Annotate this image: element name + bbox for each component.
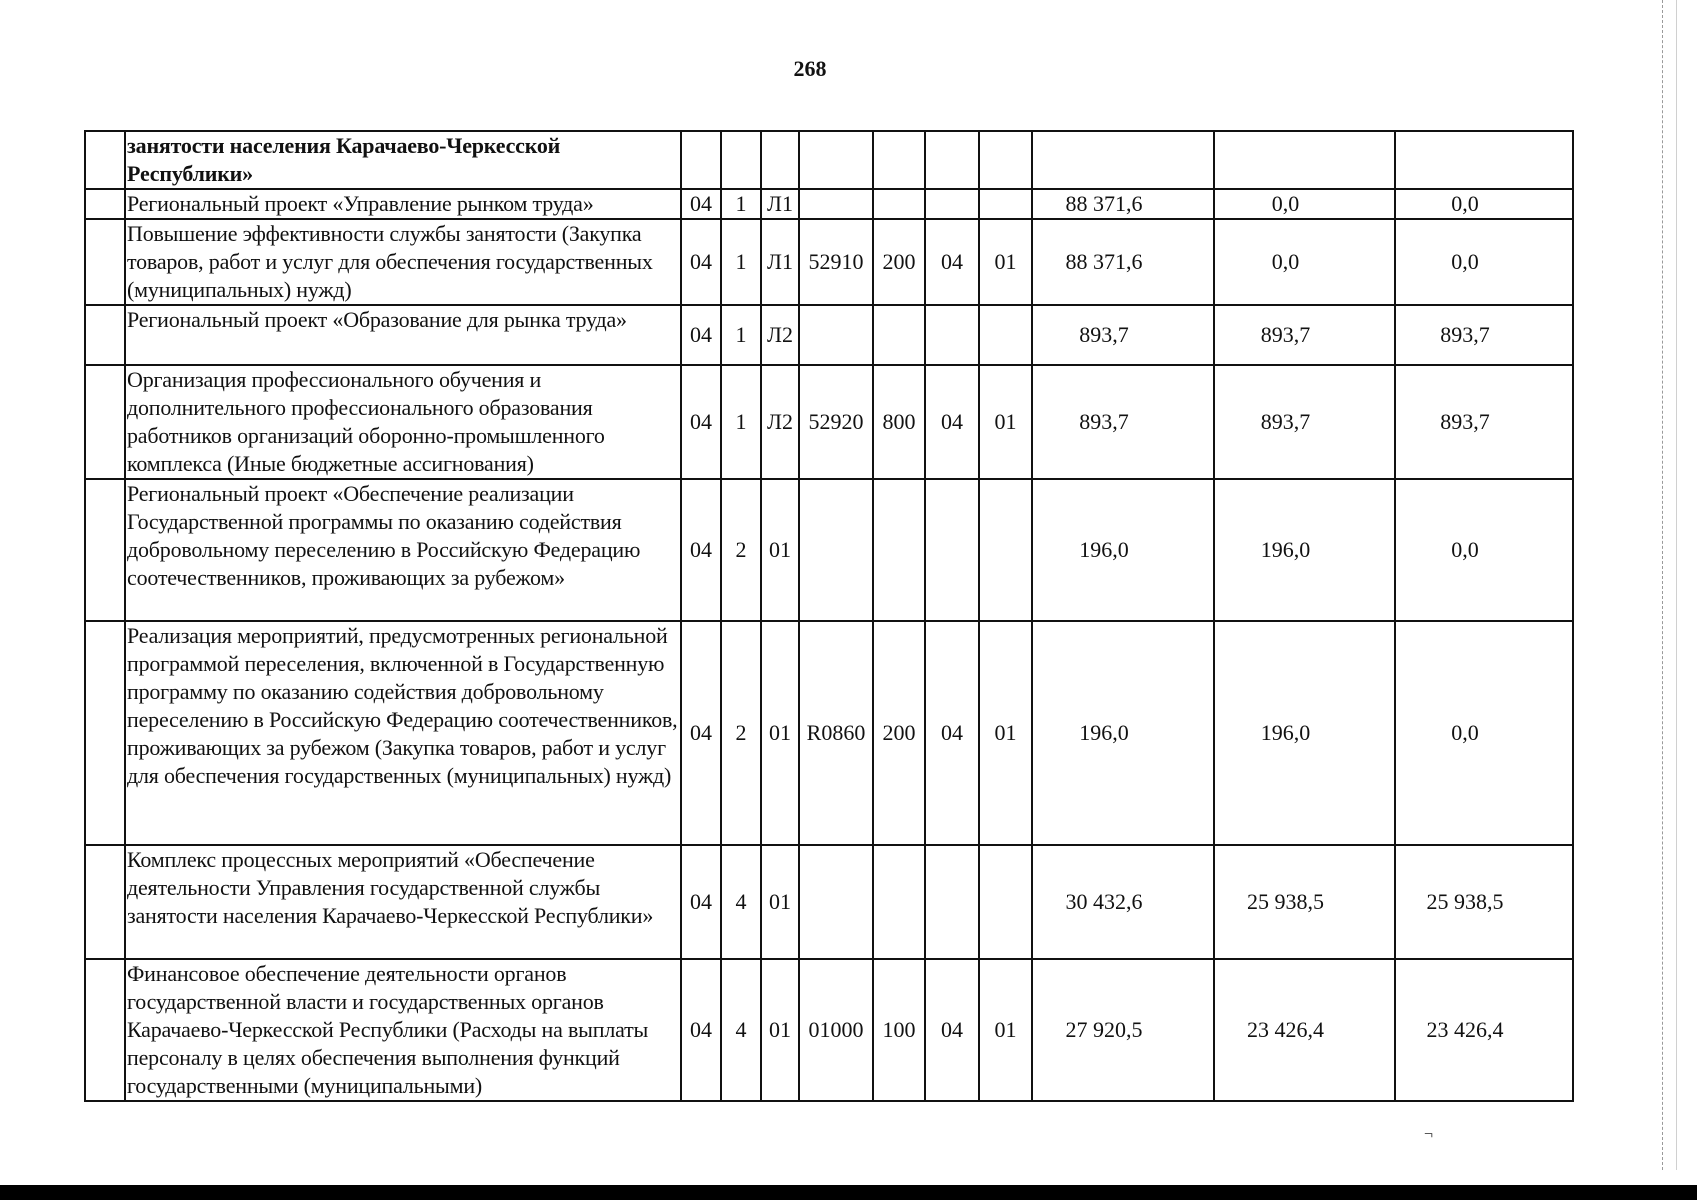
code-subprogram: 4 (721, 959, 761, 1101)
amount-year-3: 0,0 (1395, 219, 1573, 305)
code-section: 04 (681, 959, 721, 1101)
code-expense-type: 200 (873, 621, 925, 845)
code-division: 04 (925, 959, 979, 1101)
amount-year-1: 893,7 (1032, 305, 1214, 365)
code-expense-type: 100 (873, 959, 925, 1101)
amount-year-3: 23 426,4 (1395, 959, 1573, 1101)
scan-edge-line (1662, 0, 1663, 1170)
empty-cell (85, 845, 125, 959)
table-row (85, 305, 1573, 365)
code-subdivision: 01 (979, 959, 1032, 1101)
amount-year-3: 0,0 (1395, 189, 1573, 219)
code-expense-type (873, 131, 925, 189)
row-name: Реализация мероприятий, предусмотренных региональной программой переселения, включенной в Государственную программу по оказанию содействия добровольному переселению в Российскую Федерацию соотечественников, проживающих за рубежом (Закупка товаров, работ и услуг для обеспечения государственных (муниципальных) нужд) (125, 621, 681, 845)
empty-cell (85, 479, 125, 621)
code-project: 01 (761, 845, 799, 959)
amount-year-3: 0,0 (1395, 479, 1573, 621)
code-subprogram: 1 (721, 305, 761, 365)
budget-table (84, 130, 1574, 1102)
row-name: Региональный проект «Управление рынком труда» (125, 189, 681, 219)
code-subdivision (979, 189, 1032, 219)
row-name: Повышение эффективности службы занятости (Закупка товаров, работ и услуг для обеспечения государственных (муниципальных) нужд) (125, 219, 681, 305)
table-row (85, 189, 1573, 219)
empty-cell (85, 131, 125, 189)
row-name: Региональный проект «Образование для рынка труда» (125, 305, 681, 365)
empty-cell (85, 219, 125, 305)
code-section: 04 (681, 479, 721, 621)
empty-cell (85, 305, 125, 365)
code-project: Л1 (761, 219, 799, 305)
code-expense-type (873, 189, 925, 219)
code-section: 04 (681, 305, 721, 365)
amount-year-2: 893,7 (1214, 365, 1395, 479)
code-section: 04 (681, 219, 721, 305)
code-subdivision (979, 845, 1032, 959)
amount-year-2: 196,0 (1214, 479, 1395, 621)
code-expense-type (873, 845, 925, 959)
code-expense-type: 200 (873, 219, 925, 305)
code-division: 04 (925, 365, 979, 479)
code-subprogram: 2 (721, 479, 761, 621)
empty-cell (85, 365, 125, 479)
code-subdivision: 01 (979, 219, 1032, 305)
amount-year-2: 196,0 (1214, 621, 1395, 845)
code-section (681, 131, 721, 189)
scan-bottom-edge (0, 1185, 1697, 1200)
code-subdivision (979, 479, 1032, 621)
table-row (85, 131, 1573, 189)
amount-year-1 (1032, 131, 1214, 189)
code-direction (799, 189, 873, 219)
code-subprogram: 1 (721, 189, 761, 219)
code-expense-type (873, 479, 925, 621)
code-division (925, 479, 979, 621)
code-subprogram: 1 (721, 219, 761, 305)
amount-year-1: 196,0 (1032, 621, 1214, 845)
code-section: 04 (681, 365, 721, 479)
code-subprogram: 4 (721, 845, 761, 959)
empty-cell (85, 621, 125, 845)
code-direction (799, 305, 873, 365)
code-section: 04 (681, 189, 721, 219)
code-division: 04 (925, 621, 979, 845)
amount-year-3: 25 938,5 (1395, 845, 1573, 959)
row-name: Организация профессионального обучения и дополнительного профессионального образования работников организаций оборонно-промышленного комплекса (Иные бюджетные ассигнования) (125, 365, 681, 479)
table-row (85, 959, 1573, 1101)
row-name: Региональный проект «Обеспечение реализации Государственной программы по оказанию содействия добровольному переселению в Российскую Федерацию соотечественников, проживающих за рубежом» (125, 479, 681, 621)
code-subdivision (979, 305, 1032, 365)
code-direction (799, 479, 873, 621)
code-division (925, 131, 979, 189)
code-subprogram: 1 (721, 365, 761, 479)
code-subdivision: 01 (979, 365, 1032, 479)
code-project: Л2 (761, 305, 799, 365)
code-direction: 01000 (799, 959, 873, 1101)
code-project: Л2 (761, 365, 799, 479)
amount-year-2: 0,0 (1214, 189, 1395, 219)
scan-artifact-mark: ¬ (1424, 1126, 1434, 1143)
code-division: 04 (925, 219, 979, 305)
amount-year-3: 0,0 (1395, 621, 1573, 845)
code-subprogram: 2 (721, 621, 761, 845)
code-division (925, 189, 979, 219)
code-subdivision: 01 (979, 621, 1032, 845)
amount-year-2: 23 426,4 (1214, 959, 1395, 1101)
code-division (925, 845, 979, 959)
code-division (925, 305, 979, 365)
table-row (85, 621, 1573, 845)
code-direction: 52910 (799, 219, 873, 305)
amount-year-2: 0,0 (1214, 219, 1395, 305)
row-name: Комплекс процессных мероприятий «Обеспечение деятельности Управления государственной службы занятости населения Карачаево-Черкесской Республики» (125, 845, 681, 959)
empty-cell (85, 959, 125, 1101)
code-expense-type: 800 (873, 365, 925, 479)
amount-year-1: 88 371,6 (1032, 219, 1214, 305)
amount-year-2: 893,7 (1214, 305, 1395, 365)
code-direction: 52920 (799, 365, 873, 479)
amount-year-1: 88 371,6 (1032, 189, 1214, 219)
code-section: 04 (681, 845, 721, 959)
table-row (85, 845, 1573, 959)
code-project: 01 (761, 479, 799, 621)
amount-year-2: 25 938,5 (1214, 845, 1395, 959)
amount-year-1: 893,7 (1032, 365, 1214, 479)
code-direction (799, 131, 873, 189)
code-subprogram (721, 131, 761, 189)
amount-year-3: 893,7 (1395, 305, 1573, 365)
code-project: 01 (761, 959, 799, 1101)
amount-year-3 (1395, 131, 1573, 189)
table-row (85, 479, 1573, 621)
amount-year-3: 893,7 (1395, 365, 1573, 479)
table-row (85, 219, 1573, 305)
code-expense-type (873, 305, 925, 365)
code-project: 01 (761, 621, 799, 845)
row-name: Финансовое обеспечение деятельности органов государственной власти и государственных органов Карачаево-Черкесской Республики (Расходы на выплаты персоналу в целях обеспечения выполнения функций государственными (муниципальными) (125, 959, 681, 1101)
code-direction: R0860 (799, 621, 873, 845)
row-name: занятости населения Карачаево-Черкесской Республики» (125, 131, 681, 189)
code-project (761, 131, 799, 189)
page-number: 268 (793, 56, 827, 81)
code-direction (799, 845, 873, 959)
amount-year-1: 30 432,6 (1032, 845, 1214, 959)
amount-year-2 (1214, 131, 1395, 189)
code-section: 04 (681, 621, 721, 845)
empty-cell (85, 189, 125, 219)
code-subdivision (979, 131, 1032, 189)
amount-year-1: 196,0 (1032, 479, 1214, 621)
code-project: Л1 (761, 189, 799, 219)
scan-edge-line-inner (1676, 0, 1677, 1170)
amount-year-1: 27 920,5 (1032, 959, 1214, 1101)
table-row (85, 365, 1573, 479)
